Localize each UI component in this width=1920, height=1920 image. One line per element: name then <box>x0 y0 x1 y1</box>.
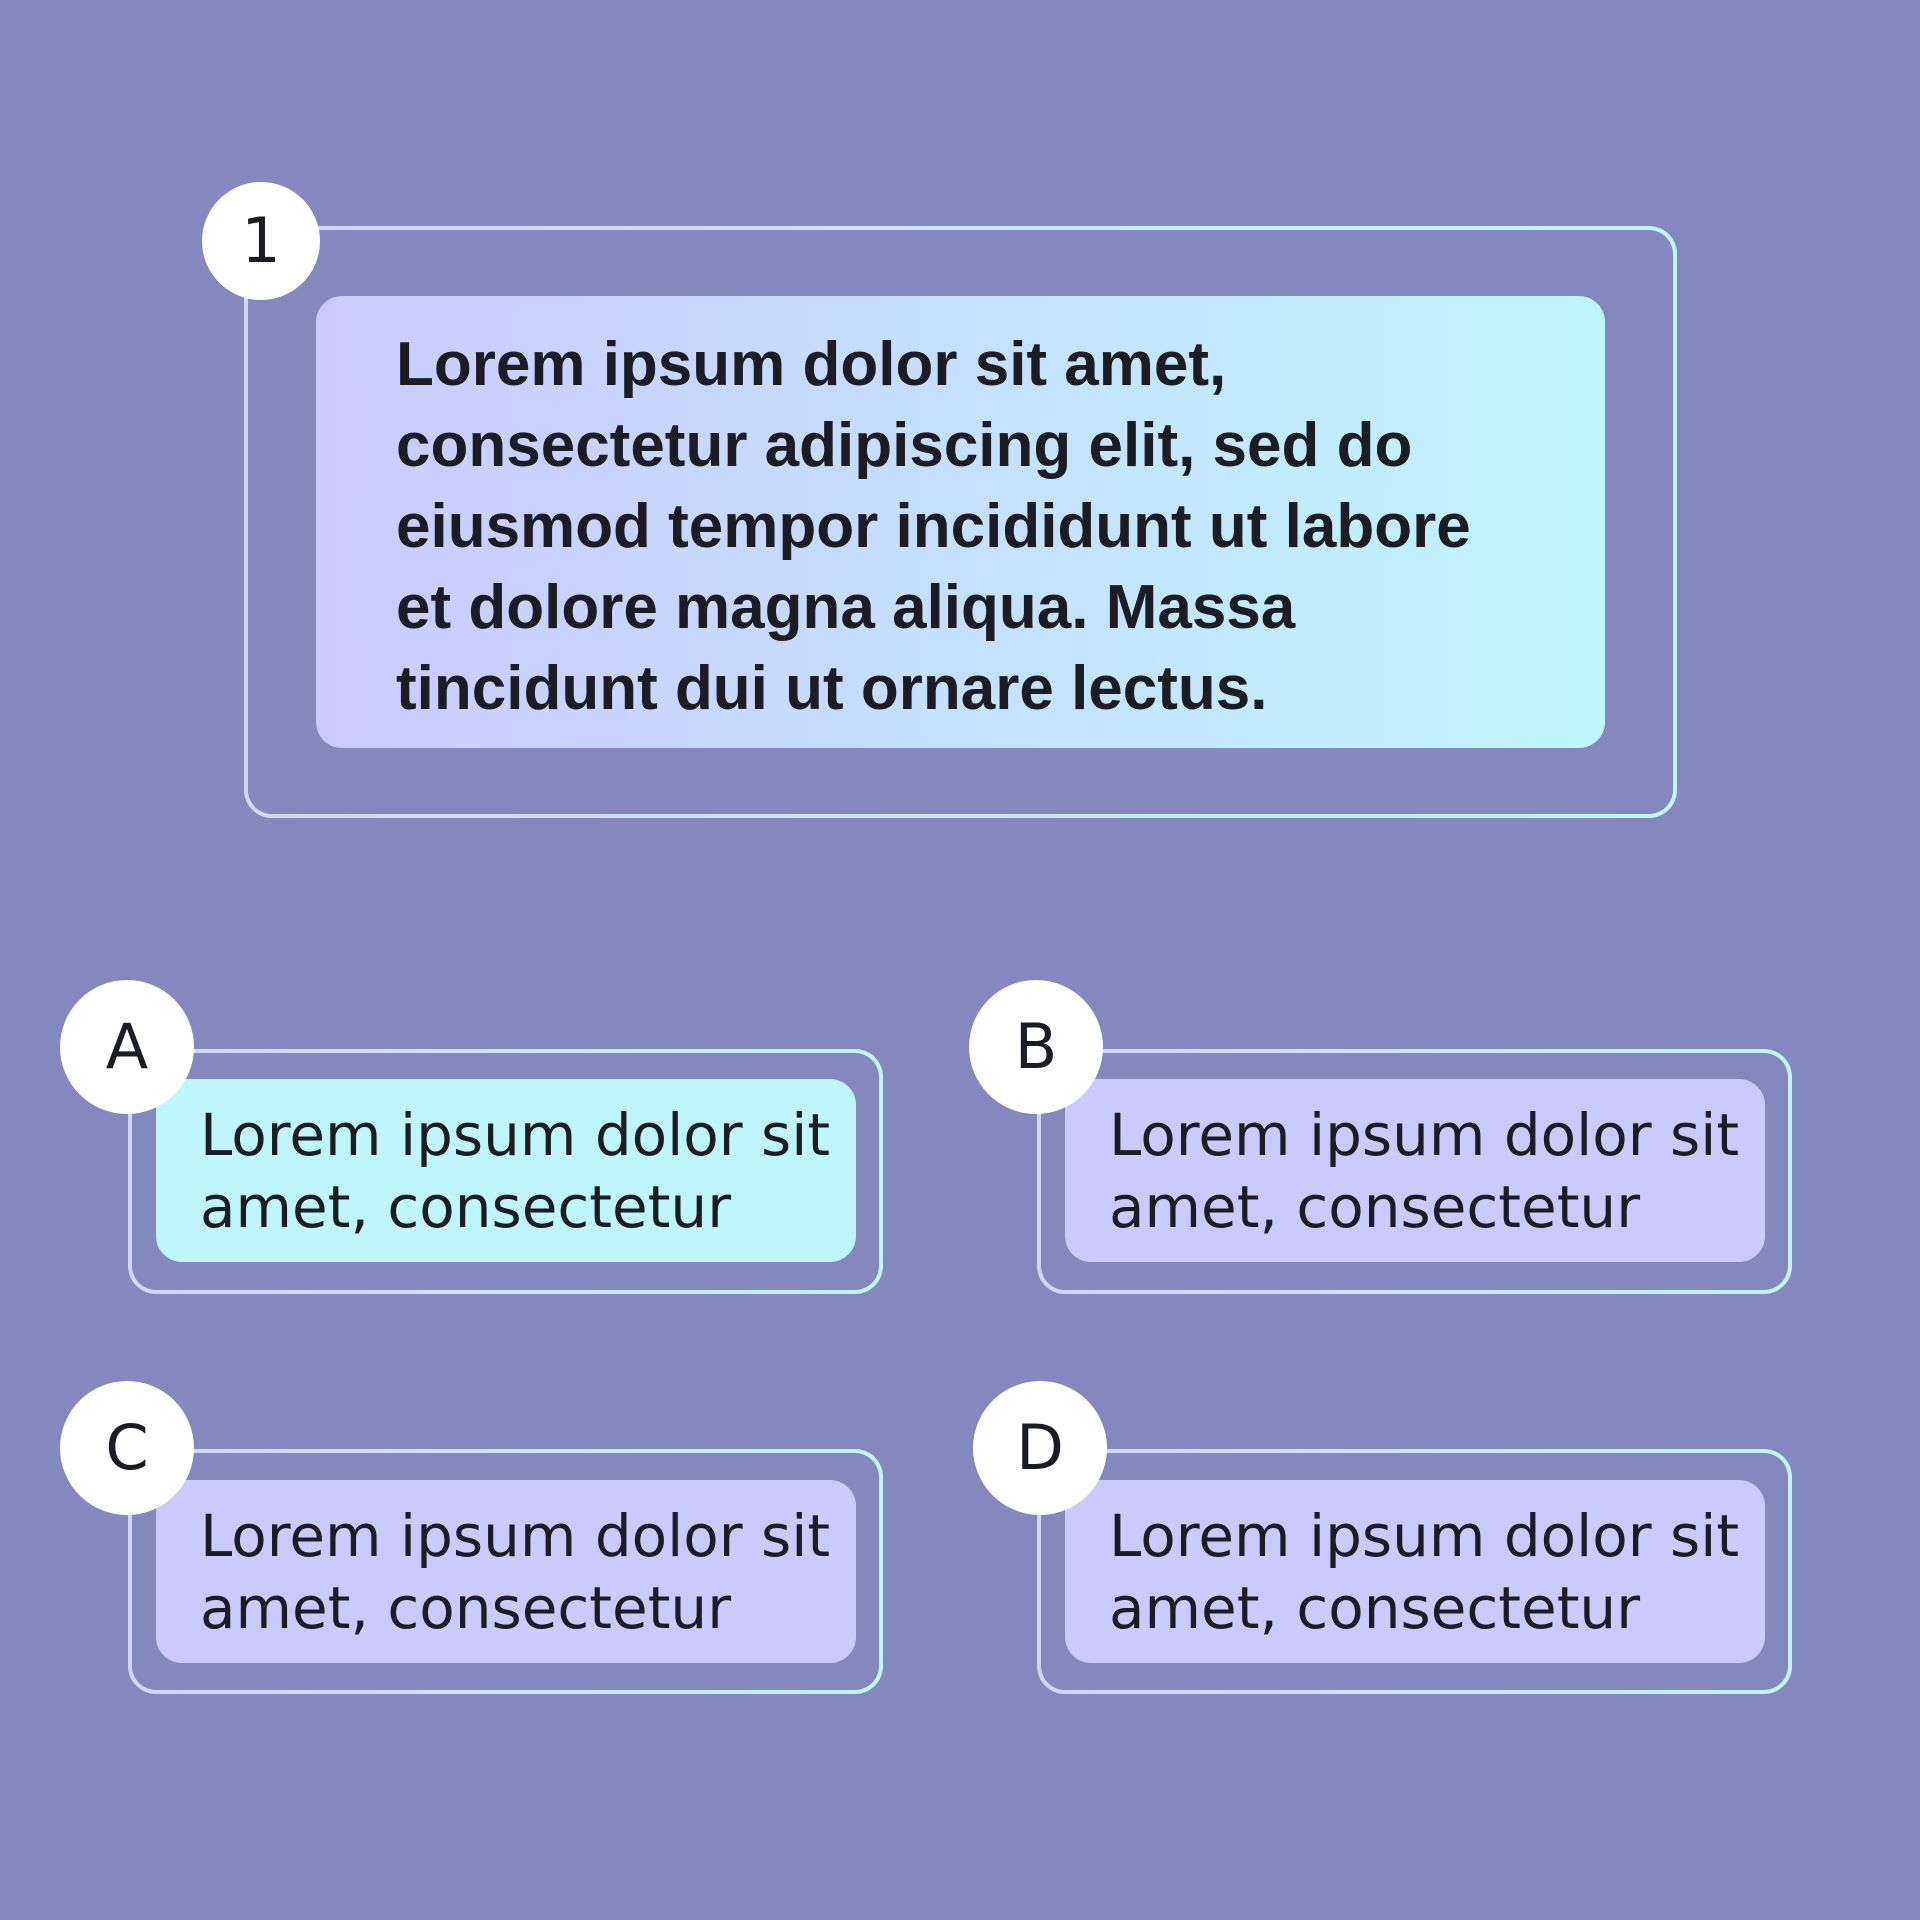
option-c-letter-badge[interactable]: C <box>60 1381 194 1515</box>
option-b-letter-badge[interactable]: B <box>969 980 1103 1114</box>
option-d-card[interactable] <box>1065 1480 1765 1663</box>
question-number-badge: 1 <box>202 182 320 300</box>
question-card <box>316 296 1605 748</box>
option-a-text: Lorem ipsum dolor sit amet, consectetur <box>200 1101 831 1241</box>
question-text: Lorem ipsum dolor sit amet, consectetur adipiscing elit, sed do eiusmod tempor incididunt ut labore et dolore magna aliqua. Massa tincidunt dui ut ornare lectus. <box>396 330 1471 723</box>
option-c-text: Lorem ipsum dolor sit amet, consectetur <box>200 1502 831 1642</box>
option-b-text: Lorem ipsum dolor sit amet, consectetur <box>1109 1101 1740 1241</box>
option-a-card[interactable] <box>156 1079 856 1262</box>
option-b-card[interactable] <box>1065 1079 1765 1262</box>
option-d-text: Lorem ipsum dolor sit amet, consectetur <box>1109 1502 1740 1642</box>
option-c-card[interactable] <box>156 1480 856 1663</box>
option-a-letter-badge[interactable]: A <box>60 980 194 1114</box>
option-d-letter-badge[interactable]: D <box>973 1381 1107 1515</box>
